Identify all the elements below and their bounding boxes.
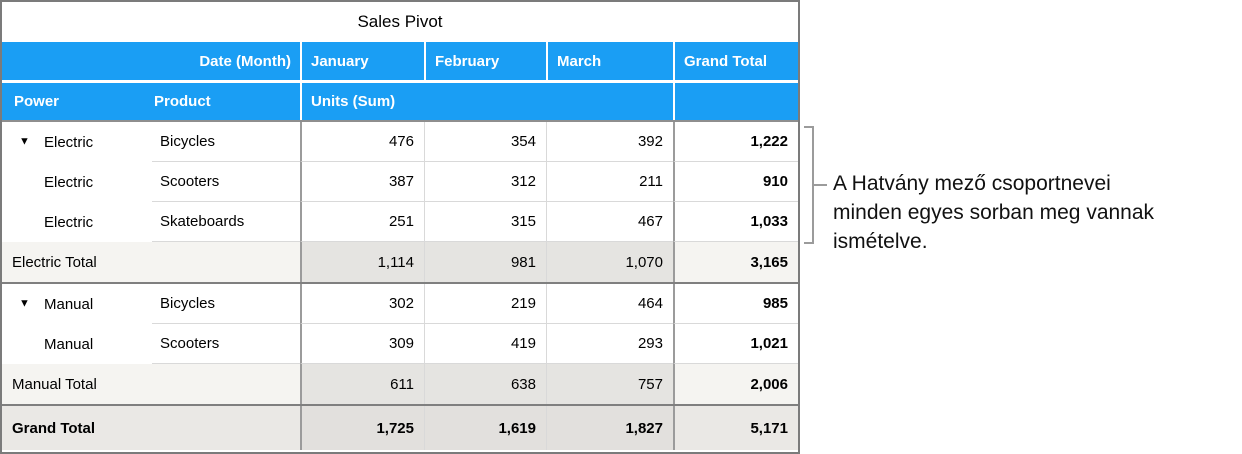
- month-column-header[interactable]: February: [424, 42, 546, 80]
- cell-month-value[interactable]: 1,725: [300, 406, 424, 450]
- total-row-label[interactable]: Electric Total: [2, 242, 300, 282]
- power-group-value: Manual: [44, 335, 94, 353]
- cell-grand-total-value[interactable]: 1,222: [673, 122, 798, 162]
- cell-month-value[interactable]: 309: [300, 324, 424, 364]
- total-row-label[interactable]: Grand Total: [2, 406, 300, 450]
- cell-month-value[interactable]: 387: [300, 162, 424, 202]
- cell-power-group[interactable]: [2, 122, 152, 162]
- grand-total-header-spacer: [673, 83, 798, 120]
- table-title[interactable]: Sales Pivot: [2, 2, 798, 42]
- power-group-value: Electric: [44, 173, 94, 191]
- cell-month-value[interactable]: 419: [424, 324, 546, 364]
- table-body: [2, 122, 798, 450]
- cell-product[interactable]: Scooters: [152, 324, 300, 364]
- table-row: [2, 406, 798, 450]
- cell-grand-total-value[interactable]: 2,006: [673, 364, 798, 404]
- cell-product[interactable]: Bicycles: [152, 284, 300, 324]
- cell-grand-total-value[interactable]: 910: [673, 162, 798, 202]
- cell-month-value[interactable]: 464: [546, 284, 673, 324]
- cell-product[interactable]: Skateboards: [152, 202, 300, 242]
- cell-month-value[interactable]: 312: [424, 162, 546, 202]
- cell-power-group[interactable]: [2, 324, 152, 364]
- cell-month-value[interactable]: 354: [424, 122, 546, 162]
- cell-grand-total-value[interactable]: 985: [673, 284, 798, 324]
- table-row: [2, 162, 798, 202]
- cell-month-value[interactable]: 1,827: [546, 406, 673, 450]
- disclosure-triangle-icon[interactable]: ▼: [19, 297, 30, 310]
- cell-grand-total-value[interactable]: 3,165: [673, 242, 798, 282]
- callout-bracket-tick: [814, 184, 827, 186]
- cell-month-value[interactable]: 315: [424, 202, 546, 242]
- cell-month-value[interactable]: 251: [300, 202, 424, 242]
- power-field-label: Power: [14, 93, 60, 110]
- cell-month-value[interactable]: 1,070: [546, 242, 673, 282]
- callout-bracket-bottom-cap: [804, 242, 814, 244]
- cell-month-value[interactable]: 219: [424, 284, 546, 324]
- grand-total-header[interactable]: Grand Total: [673, 42, 798, 80]
- row-fields-header[interactable]: [2, 83, 300, 120]
- cell-grand-total-value[interactable]: 1,033: [673, 202, 798, 242]
- cell-month-value[interactable]: 293: [546, 324, 673, 364]
- table-row: [2, 324, 798, 364]
- date-month-header[interactable]: Date (Month): [199, 52, 291, 70]
- cell-grand-total-value[interactable]: 1,021: [673, 324, 798, 364]
- column-header-row: [2, 42, 798, 80]
- cell-month-value[interactable]: 476: [300, 122, 424, 162]
- cell-month-value[interactable]: 611: [300, 364, 424, 404]
- table-row: [2, 284, 798, 324]
- table-row: [2, 202, 798, 242]
- table-row: [2, 242, 798, 284]
- cell-month-value[interactable]: 981: [424, 242, 546, 282]
- table-row: [2, 364, 798, 406]
- month-column-header[interactable]: January: [300, 42, 424, 80]
- units-sum-header[interactable]: Units (Sum): [300, 83, 673, 120]
- cell-power-group[interactable]: [2, 202, 152, 242]
- cell-power-group[interactable]: [2, 284, 152, 324]
- cell-month-value[interactable]: 211: [546, 162, 673, 202]
- cell-month-value[interactable]: 638: [424, 364, 546, 404]
- callout-bracket-top-cap: [804, 126, 814, 128]
- field-header-row: [2, 83, 798, 122]
- cell-month-value[interactable]: 1,619: [424, 406, 546, 450]
- month-column-header[interactable]: March: [546, 42, 673, 80]
- disclosure-triangle-icon[interactable]: ▼: [19, 135, 30, 148]
- total-row-label[interactable]: Manual Total: [2, 364, 300, 404]
- cell-month-value[interactable]: 757: [546, 364, 673, 404]
- product-field-label: Product: [154, 93, 211, 110]
- power-group-value: Electric: [44, 213, 94, 231]
- cell-month-value[interactable]: 467: [546, 202, 673, 242]
- cell-product[interactable]: Bicycles: [152, 122, 300, 162]
- cell-product[interactable]: Scooters: [152, 162, 300, 202]
- cell-month-value[interactable]: 302: [300, 284, 424, 324]
- cell-month-value[interactable]: 392: [546, 122, 673, 162]
- power-group-value: Manual: [44, 295, 94, 313]
- cell-grand-total-value[interactable]: 5,171: [673, 406, 798, 450]
- callout-text: A Hatvány mező csoportnevei minden egyes sorban meg vannak ismételve.: [833, 172, 1155, 253]
- power-group-value: Electric: [44, 133, 94, 151]
- cell-month-value[interactable]: 1,114: [300, 242, 424, 282]
- cell-power-group[interactable]: [2, 162, 152, 202]
- table-row: [2, 122, 798, 162]
